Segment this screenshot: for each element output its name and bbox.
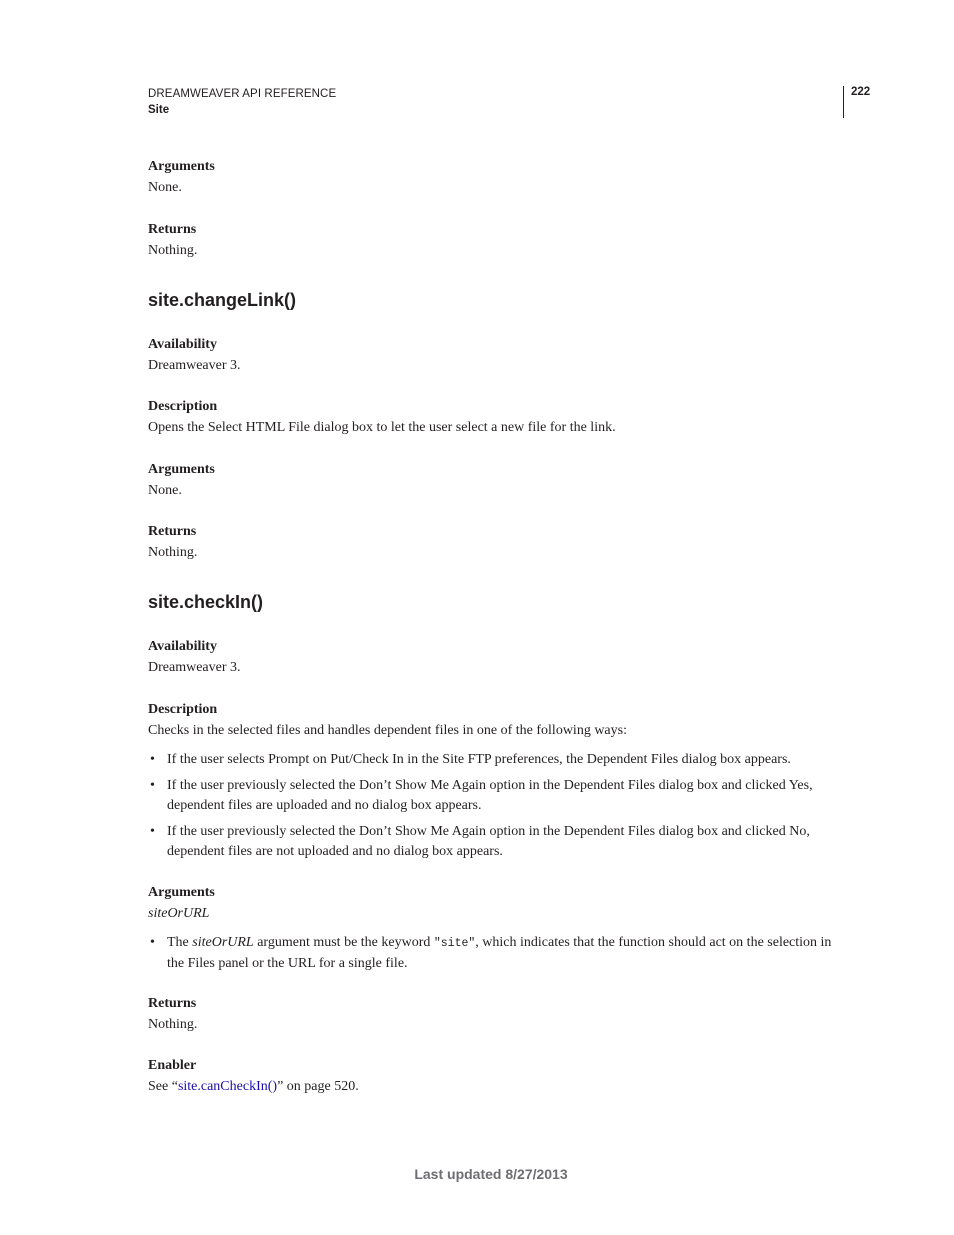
returns-label: Returns	[148, 222, 197, 237]
list-item-text: If the user selects Prompt on Put/Check In in the Site FTP preferences, the Dependent Files dialog box appears.	[167, 752, 791, 767]
section-heading-checkin: site.checkIn()	[148, 592, 264, 612]
checkin-availability-text: Dreamweaver 3.	[148, 660, 241, 675]
changelink-returns-label: Returns	[148, 524, 197, 539]
checkin-enabler-text	[148, 1077, 359, 1097]
arguments-label: Arguments	[148, 159, 215, 174]
checkin-returns-label: Returns	[148, 996, 197, 1011]
changelink-description-text: Opens the Select HTML File dialog box to let the user select a new file for the link.	[148, 420, 616, 435]
section-heading-changelink: site.changeLink()	[148, 290, 297, 310]
bullet-icon: •	[150, 752, 155, 767]
checkin-arguments-text: siteOrURL	[148, 906, 210, 921]
arg-suffix: , which indicates that the function should act on the selection in the Files panel or the URL for a single file.	[167, 935, 832, 971]
bullet-icon: •	[150, 935, 155, 950]
checkin-returns-text: Nothing.	[148, 1017, 198, 1032]
list-item	[148, 822, 848, 862]
running-header-section: Site	[148, 104, 170, 116]
bullet-icon: •	[150, 824, 155, 839]
arg-middle: argument must be the keyword	[253, 935, 434, 950]
page-number: 222	[851, 86, 871, 98]
enabler-link[interactable]: site.canCheckIn()	[177, 1079, 278, 1094]
checkin-description-text: Checks in the selected files and handles dependent files in one of the following ways:	[148, 723, 627, 738]
arguments-text: None.	[148, 180, 182, 195]
changelink-availability-text: Dreamweaver 3.	[148, 358, 241, 373]
changelink-returns-text: Nothing.	[148, 545, 198, 560]
changelink-description-label: Description	[148, 399, 218, 414]
list-item-text: If the user previously selected the Don’t Show Me Again option in the Dependent Files dialog box and clicked Yes, dependent files are uploaded and no dialog box appears.	[167, 778, 813, 813]
header-divider	[843, 86, 844, 118]
running-header-title: DREAMWEAVER API REFERENCE	[148, 88, 337, 100]
arg-keyword: "site"	[433, 937, 476, 950]
argument-bullet	[148, 933, 848, 974]
changelink-availability-label: Availability	[148, 337, 217, 352]
list-item	[148, 776, 848, 816]
returns-text: Nothing.	[148, 243, 198, 258]
list-item-text: If the user previously selected the Don’t Show Me Again option in the Dependent Files dialog box and clicked No, dependent files are not uploaded and no dialog box appears.	[167, 824, 810, 859]
enabler-suffix: ” on page 520.	[277, 1079, 359, 1094]
changelink-arguments-text: None.	[148, 483, 182, 498]
checkin-description-label: Description	[148, 702, 218, 717]
argument-bullet-text	[167, 933, 848, 974]
arg-prefix: The	[167, 935, 193, 950]
checkin-availability-label: Availability	[148, 639, 217, 654]
arg-name: siteOrURL	[192, 935, 254, 950]
list-item	[148, 750, 848, 770]
enabler-prefix: See “	[148, 1079, 178, 1094]
changelink-arguments-label: Arguments	[148, 462, 215, 477]
footer	[0, 1166, 954, 1182]
checkin-enabler-label: Enabler	[148, 1058, 197, 1073]
footer-updated: Last updated 8/27/2013	[414, 1166, 568, 1182]
bullet-icon: •	[150, 778, 155, 793]
checkin-arguments-label: Arguments	[148, 885, 215, 900]
